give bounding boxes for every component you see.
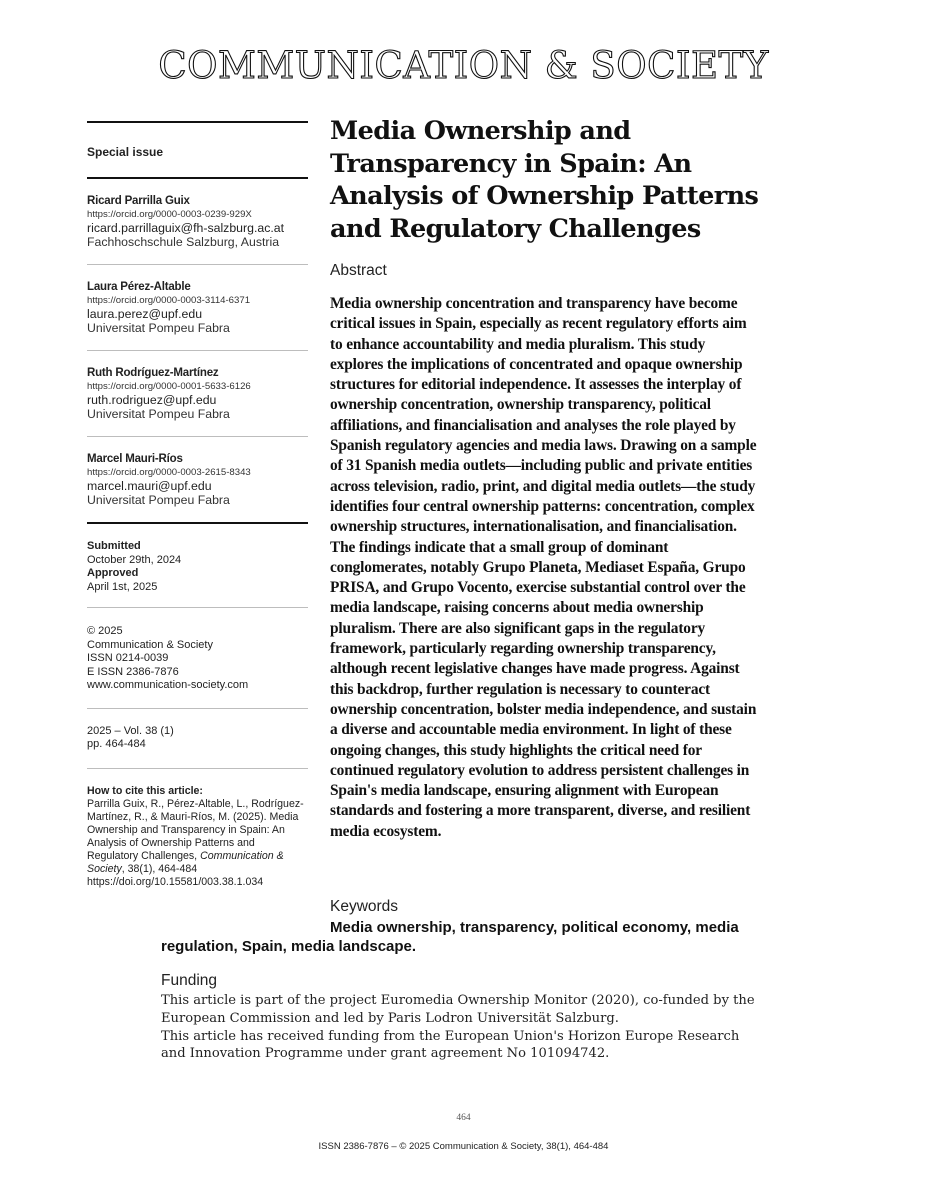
abstract-heading: Abstract: [330, 262, 387, 279]
copyright-info: [87, 608, 308, 708]
author-email-link[interactable]: laura.perez@upf.edu: [87, 307, 203, 321]
author-name: Ricard Parrilla Guix: [87, 195, 190, 207]
citation-body: Parrilla Guix, R., Pérez-Altable, L., Rodríguez-Martínez, R., & Mauri-Ríos, M. (2025). Media Ownership and Transparency in Spain: An Analysis of Ownership Patterns and Regulatory Challenges,: [87, 797, 304, 862]
submitted-date: October 29th, 2024: [87, 553, 182, 566]
citation-label: How to cite this article:: [87, 784, 203, 797]
page-footer: ISSN 2386-7876 – © 2025 Communication & Society, 38(1), 464-484: [318, 1141, 609, 1152]
author-name: Ruth Rodríguez-Martínez: [87, 367, 219, 379]
page-number: 464: [456, 1113, 471, 1123]
author-entry: [87, 351, 308, 436]
journal-website-link[interactable]: www.communication-society.com: [87, 679, 249, 691]
citation-journal: Communication & Society: [87, 849, 284, 876]
journal-masthead: COMMUNICATION & SOCIETY: [158, 44, 769, 87]
article-sidebar: [87, 121, 308, 889]
author-institution: Fachhoschschule Salzburg, Austria: [87, 235, 280, 249]
publisher-name: Communication & Society: [87, 638, 213, 651]
author-email-link[interactable]: marcel.mauri@upf.edu: [87, 479, 212, 493]
citation-tail: , 38(1), 464-484: [121, 863, 198, 876]
copyright-year: © 2025: [87, 625, 123, 637]
author-entry: [87, 265, 308, 350]
author-orcid-link[interactable]: https://orcid.org/0000-0003-2615-8343: [87, 467, 251, 478]
submitted-label: Submitted: [87, 540, 141, 552]
submission-dates: [87, 524, 308, 607]
volume-info: [87, 709, 308, 768]
issn: ISSN 0214-0039: [87, 652, 169, 664]
keywords-heading: Keywords: [330, 898, 399, 915]
author-name: Marcel Mauri-Ríos: [87, 453, 183, 465]
author-email-link[interactable]: ricard.parrillaguix@fh-salzburg.ac.at: [87, 221, 285, 235]
e-issn: E ISSN 2386-7876: [87, 665, 179, 678]
page-range: pp. 464-484: [87, 738, 146, 750]
volume-line: 2025 – Vol. 38 (1): [87, 724, 174, 737]
author-institution: Universitat Pompeu Fabra: [87, 321, 230, 335]
abstract-text: Media ownership concentration and transparency have become critical issues in Spain, especially as recent regulatory efforts aim to enhance accountability and media pluralism. This study explores the implications of concentrated and opaque ownership structures for editorial independence. It assesses the interplay of ownership concentration, ownership transparency, political affiliations, and financialisation and analyses the role played by Spanish regulatory agencies and media laws. Drawing on a sample of 31 Spanish media outlets—including public and private entities across television, radio, print, and digital media outlets—the study identifies four central ownership patterns: concentration, complex ownership structures, internationalisation, and financialisation. The findings indicate that a small group of dominant conglomerates, notably Grupo Planeta, Mediaset España, Grupo PRISA, and Grupo Vocento, exercise substantial control over the media landscape, raising concerns about media ownership pluralism. There are also significant gaps in the regulatory framework, particularly regarding ownership transparency, although recent legislative changes have made progress. Against this backdrop, further regulation is necessary to counteract ownership concentration, bolster media independence, and sustain a diverse and accountable media environment. In light of these ongoing changes, this study highlights the critical need for continued regulatory evolution to address persistent challenges in Spain's media landscape, ensuring alignment with European standards and fostering a more transparent, diverse, and resilient media ecosystem.: [330, 295, 757, 840]
author-institution: Universitat Pompeu Fabra: [87, 407, 230, 421]
approved-date: April 1st, 2025: [87, 580, 158, 593]
citation-doi-link[interactable]: https://doi.org/10.15581/003.38.1.034: [87, 876, 264, 889]
article-title: Media Ownership and Transparency in Spain: An Analysis of Ownership Patterns and Regulatory Challenges: [330, 116, 759, 244]
author-orcid-link[interactable]: https://orcid.org/0000-0003-0239-929X: [87, 209, 252, 220]
author-name: Laura Pérez-Altable: [87, 281, 191, 293]
funding-text: [161, 992, 761, 1063]
author-email-link[interactable]: ruth.rodriguez@upf.edu: [87, 393, 217, 407]
author-orcid-link[interactable]: https://orcid.org/0000-0003-3114-6371: [87, 295, 251, 306]
section-label: Special issue: [87, 145, 164, 159]
author-institution: Universitat Pompeu Fabra: [87, 493, 230, 507]
citation-block: [87, 769, 308, 890]
author-entry: [87, 437, 308, 522]
author-entry: [87, 179, 308, 264]
approved-label: Approved: [87, 567, 139, 579]
funding-heading: Funding: [161, 972, 218, 989]
citation-text: [87, 798, 308, 877]
keywords-text: Media ownership, transparency, political economy, media regulation, Spain, media landscape.: [161, 919, 739, 955]
funding-statement: This article has received funding from the European Union's Horizon Europe Research and Innovation Programme under grant agreement No 101094742.: [161, 1028, 740, 1062]
author-orcid-link[interactable]: https://orcid.org/0000-0001-5633-6126: [87, 381, 251, 392]
funding-statement: This article is part of the project Euromedia Ownership Monitor (2020), co-funded by the European Commission and led by Paris Lodron Universität Salzburg.: [161, 993, 755, 1026]
